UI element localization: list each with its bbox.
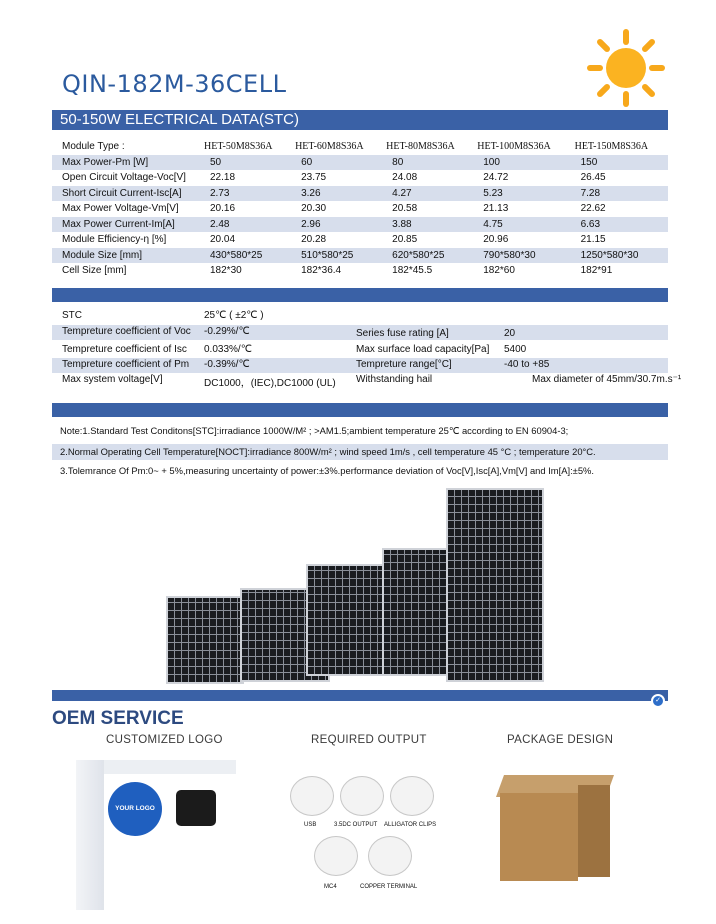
cell-value: 20.85 [392, 234, 418, 246]
sun-icon [586, 28, 666, 108]
load-label: Max surface load capacity[Pa] [356, 344, 490, 355]
cell-value: 22.62 [580, 203, 606, 215]
badge-icon: ✓ [651, 694, 665, 708]
cell-value: 23.75 [301, 172, 327, 184]
model-name: HET-50M8S36A [204, 141, 273, 153]
table-row [52, 170, 668, 186]
table-row [52, 248, 668, 264]
your-logo-badge: YOUR LOGO [108, 782, 162, 836]
cell-value: 4.27 [382, 186, 473, 202]
temp-voc-value: -0.29%/℃ [204, 326, 250, 337]
cell-value: 5.23 [473, 186, 570, 202]
row-label: Module Size [mm] [52, 248, 200, 264]
stc-row [52, 343, 668, 358]
cell-value: 7.28 [571, 186, 668, 202]
junction-box-icon [176, 790, 216, 826]
cell-value: 2.73 [200, 186, 291, 202]
stc-label: STC [62, 310, 82, 321]
cell-value: 430*580*25 [200, 248, 291, 264]
max-sys-value: DC1000，(IEC),DC1000 (UL) [204, 378, 336, 389]
stc-row-right [52, 327, 668, 342]
stc-row [52, 373, 682, 389]
cell-value: 182*30 [210, 265, 242, 277]
cell-value: 3.26 [291, 186, 382, 202]
mc4-icon [314, 836, 358, 876]
temp-voc-label: Tempreture coefficient of Voc [62, 326, 191, 337]
model-name: HET-80M8S36A [386, 141, 455, 153]
note-line: 2.Normal Operating Cell Temperature[NOCT]:irradiance 800W/m² ; wind speed 1m/s , cell temperature 45 °C ; temperature 20°C. [52, 444, 668, 460]
oem-title: OEM SERVICE [52, 708, 184, 729]
table-row [52, 186, 668, 202]
cell-value: 182*91 [580, 265, 613, 277]
alligator-clip-icon [390, 776, 434, 816]
cell-value: 150 [571, 155, 668, 171]
row-label: Cell Size [mm] [62, 265, 127, 277]
temp-isc-value: 0.033%/℃ [204, 344, 252, 355]
cell-value: 1250*580*30 [571, 248, 668, 264]
table-row [52, 217, 668, 233]
cell-value: 26.45 [580, 172, 606, 184]
fuse-value: 20 [504, 328, 516, 339]
cell-value: 182*36.4 [301, 265, 342, 277]
model-header-row [52, 139, 668, 155]
row-label: Module Efficiency-η [%] [62, 234, 167, 246]
cell-value: 20.30 [301, 203, 327, 215]
cell-value: 4.75 [473, 217, 570, 233]
model-name: HET-60M8S36A [295, 141, 364, 153]
table-row [52, 201, 668, 217]
model-name: HET-150M8S36A [574, 141, 649, 153]
page-title: QIN-182M-36CELL [62, 70, 287, 98]
cell-value: 510*580*25 [291, 248, 382, 264]
note-line: Note:1.Standard Test Conditons[STC]:irradiance 1000W/M² ; >AM1.5;ambient temperature 25℃ according to EN 60904-3; [60, 425, 569, 436]
cell-value: 20.04 [210, 234, 236, 246]
panel-150w [446, 488, 544, 682]
cell-value: 20.28 [301, 234, 327, 246]
section-title-band: 50-150W ELECTRICAL DATA(STC) [52, 110, 668, 130]
solar-panels-image [160, 488, 550, 684]
cell-value: 20.16 [210, 203, 236, 215]
cell-value: 620*580*25 [382, 248, 473, 264]
table-row [52, 263, 668, 279]
cell-value: 6.63 [571, 217, 668, 233]
frame-bar [76, 760, 104, 910]
cell-value: 182*45.5 [392, 265, 433, 277]
row-label: Max Power Current-Im[A] [52, 217, 200, 233]
cell-value: 24.72 [483, 172, 509, 184]
usb-icon [290, 776, 334, 816]
cell-value: 22.18 [210, 172, 236, 184]
models-label: Module Type : [62, 141, 125, 153]
table-row [52, 155, 668, 171]
table-row [52, 232, 668, 248]
stc-row [52, 358, 668, 373]
hail-value: Max diameter of 45mm/30.7m.s⁻¹ [532, 374, 682, 385]
cell-value: 60 [291, 155, 382, 171]
cell-value: 3.88 [382, 217, 473, 233]
model-name: HET-100M8S36A [477, 141, 551, 153]
cell-value: 24.08 [392, 172, 418, 184]
box-side [578, 785, 610, 877]
cell-value: 2.96 [291, 217, 382, 233]
cell-value: 100 [473, 155, 570, 171]
cell-value: 20.58 [392, 203, 418, 215]
divider-band [52, 403, 668, 417]
caption: USB [304, 822, 317, 828]
customized-logo-heading: CUSTOMIZED LOGO [106, 734, 223, 746]
cell-value: 182*60 [483, 265, 515, 277]
carton-box-image [500, 775, 610, 885]
temp-pm-value: -0.39%/℃ [204, 359, 250, 370]
oem-band [52, 690, 668, 701]
box-front [500, 793, 578, 881]
temp-isc-label: Tempreture coefficient of Isc [62, 344, 187, 355]
divider-band [52, 288, 668, 302]
package-design-heading: PACKAGE DESIGN [507, 734, 614, 746]
range-label: Tempreture range[°C] [356, 359, 452, 370]
caption: 3.5DC OUTPUT [334, 822, 378, 828]
output-options [284, 768, 436, 900]
load-value: 5400 [504, 344, 527, 355]
caption: ALLIGATOR CLIPS [384, 822, 437, 828]
stc-value: 25℃ ( ±2℃ ) [204, 310, 264, 321]
row-label: Open Circuit Voltage-Voc[V] [62, 172, 186, 184]
cell-value: 21.13 [483, 203, 509, 215]
row-label: Short Circuit Current-Isc[A] [52, 186, 200, 202]
copper-terminal-icon [368, 836, 412, 876]
max-sys-label: Max system voltage[V] [62, 374, 163, 385]
electrical-data-table [52, 139, 668, 279]
cell-value: 20.96 [483, 234, 509, 246]
stc-row [52, 309, 668, 324]
range-value: -40 to +85 [504, 359, 550, 370]
panel-50w [166, 596, 244, 684]
cell-value: 790*580*30 [473, 248, 570, 264]
caption: COPPER TERMINAL [360, 884, 418, 890]
cell-value: 80 [382, 155, 473, 171]
panel-frame-image [76, 760, 236, 910]
row-label: Max Power Voltage-Vm[V] [62, 203, 179, 215]
note-line: 3.Tolemrance Of Pm:0~ + 5%,measuring uncertainty of power:±3%.performance deviation of Voc[V],Isc[A],Vm[V] and Im[A]:±5%. [60, 465, 594, 476]
cell-value: 21.15 [580, 234, 606, 246]
caption: MC4 [324, 884, 337, 890]
cell-value: 50 [200, 155, 291, 171]
dc-plug-icon [340, 776, 384, 816]
row-label: Max Power-Pm [W] [52, 155, 200, 171]
required-output-heading: REQUIRED OUTPUT [311, 734, 427, 746]
fuse-label: Series fuse rating [A] [356, 328, 449, 339]
cell-value: 2.48 [200, 217, 291, 233]
temp-pm-label: Tempreture coefficient of Pm [62, 359, 190, 370]
hail-label: Withstanding hail [356, 374, 433, 385]
